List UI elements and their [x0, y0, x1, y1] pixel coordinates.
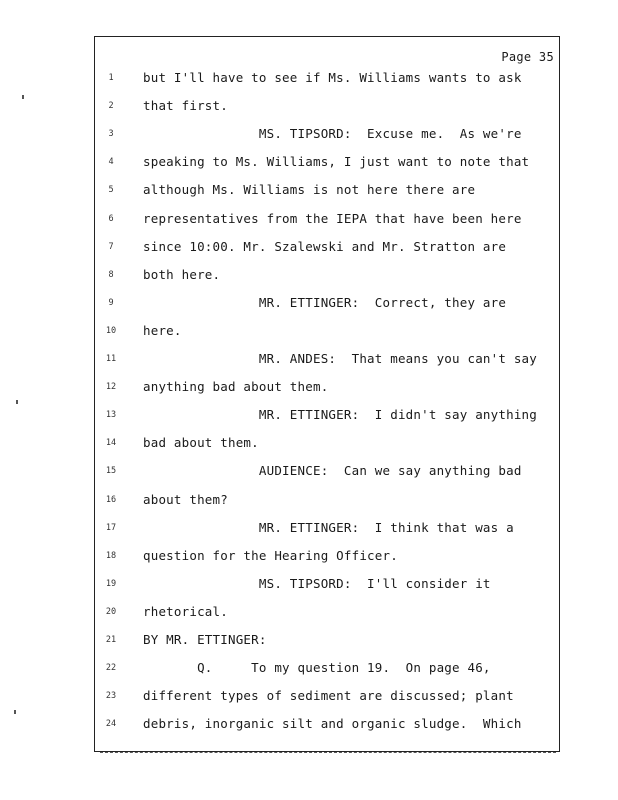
scan-mark: [16, 400, 18, 404]
line-number: 24: [105, 719, 117, 730]
line-text: speaking to Ms. Williams, I just want to note that: [143, 154, 530, 170]
scan-mark: [22, 95, 24, 99]
transcript-line: [0, 323, 618, 343]
line-text: AUDIENCE: Can we say anything bad: [143, 463, 522, 479]
line-text: Q. To my question 19. On page 46,: [143, 660, 491, 676]
transcript-line: [0, 126, 618, 146]
line-number: 20: [105, 606, 117, 617]
line-number: 16: [105, 494, 117, 505]
transcript-line: [0, 604, 618, 624]
line-text: MR. ETTINGER: Correct, they are: [143, 294, 507, 310]
line-text: bad about them.: [143, 435, 259, 451]
transcript-line: [0, 267, 618, 287]
transcript-line: [0, 182, 618, 202]
line-number: 10: [105, 325, 117, 336]
line-number: 5: [108, 185, 114, 196]
line-text: debris, inorganic silt and organic sludge. Which: [143, 716, 522, 732]
line-text: MS. TIPSORD: I'll consider it: [143, 575, 491, 591]
line-number: 23: [105, 691, 117, 702]
transcript-line: [0, 407, 618, 427]
line-number: 4: [108, 157, 114, 168]
transcript-line: [0, 379, 618, 399]
line-text: that first.: [143, 98, 228, 114]
line-text: since 10:00. Mr. Szalewski and Mr. Stratton are: [143, 238, 507, 254]
line-text: both here.: [143, 266, 221, 282]
transcript-line: [0, 239, 618, 259]
line-text: BY MR. ETTINGER:: [143, 632, 267, 647]
line-number: 17: [105, 522, 117, 533]
transcript-line: [0, 632, 618, 652]
transcript-line: [0, 435, 618, 455]
line-number: 14: [105, 438, 117, 449]
scan-mark: [14, 710, 16, 714]
transcript-line: [0, 576, 618, 596]
line-text: anything bad about them.: [143, 379, 329, 395]
line-number: 1: [108, 73, 114, 83]
line-number: 9: [108, 297, 114, 308]
line-text: question for the Hearing Officer.: [143, 547, 398, 563]
page-number: Page 35: [501, 50, 554, 64]
transcript-line: [0, 295, 618, 315]
line-text: but I'll have to see if Ms. Williams wants to ask: [143, 70, 522, 85]
line-text: representatives from the IEPA that have been here: [143, 210, 522, 226]
transcript-line: [0, 520, 618, 540]
line-number: 15: [105, 466, 117, 477]
line-text: about them?: [143, 491, 228, 507]
transcript-line: [0, 154, 618, 174]
line-number: 11: [105, 354, 117, 364]
transcript-line: [0, 492, 618, 512]
line-number: 13: [105, 410, 117, 421]
transcript-line: [0, 688, 618, 708]
line-number: 18: [105, 550, 117, 561]
transcript-line: [0, 351, 618, 371]
line-number: 3: [108, 129, 114, 140]
transcript-line: [0, 463, 618, 483]
line-number: 19: [105, 578, 117, 589]
transcript-line: [0, 548, 618, 568]
line-number: 22: [105, 663, 117, 674]
line-text: MR. ANDES: That means you can't say: [143, 351, 538, 366]
line-text: MS. TIPSORD: Excuse me. As we're: [143, 126, 522, 142]
page-frame-bottom-edge: [100, 752, 556, 755]
line-text: rhetorical.: [143, 603, 228, 619]
line-text: here.: [143, 322, 182, 338]
transcript-line: [0, 70, 618, 90]
transcript-line: [0, 98, 618, 118]
line-text: although Ms. Williams is not here there are: [143, 182, 476, 198]
line-number: 7: [108, 241, 114, 252]
line-number: 8: [108, 269, 114, 280]
line-number: 12: [105, 382, 117, 393]
transcript-line: [0, 660, 618, 680]
line-text: different types of sediment are discussed; plant: [143, 688, 514, 704]
transcript-line: [0, 716, 618, 736]
line-number: 21: [105, 635, 117, 645]
line-number: 2: [108, 101, 114, 112]
line-text: MR. ETTINGER: I think that was a: [143, 519, 514, 535]
line-text: MR. ETTINGER: I didn't say anything: [143, 407, 538, 423]
line-number: 6: [108, 213, 114, 224]
transcript-line: [0, 211, 618, 231]
